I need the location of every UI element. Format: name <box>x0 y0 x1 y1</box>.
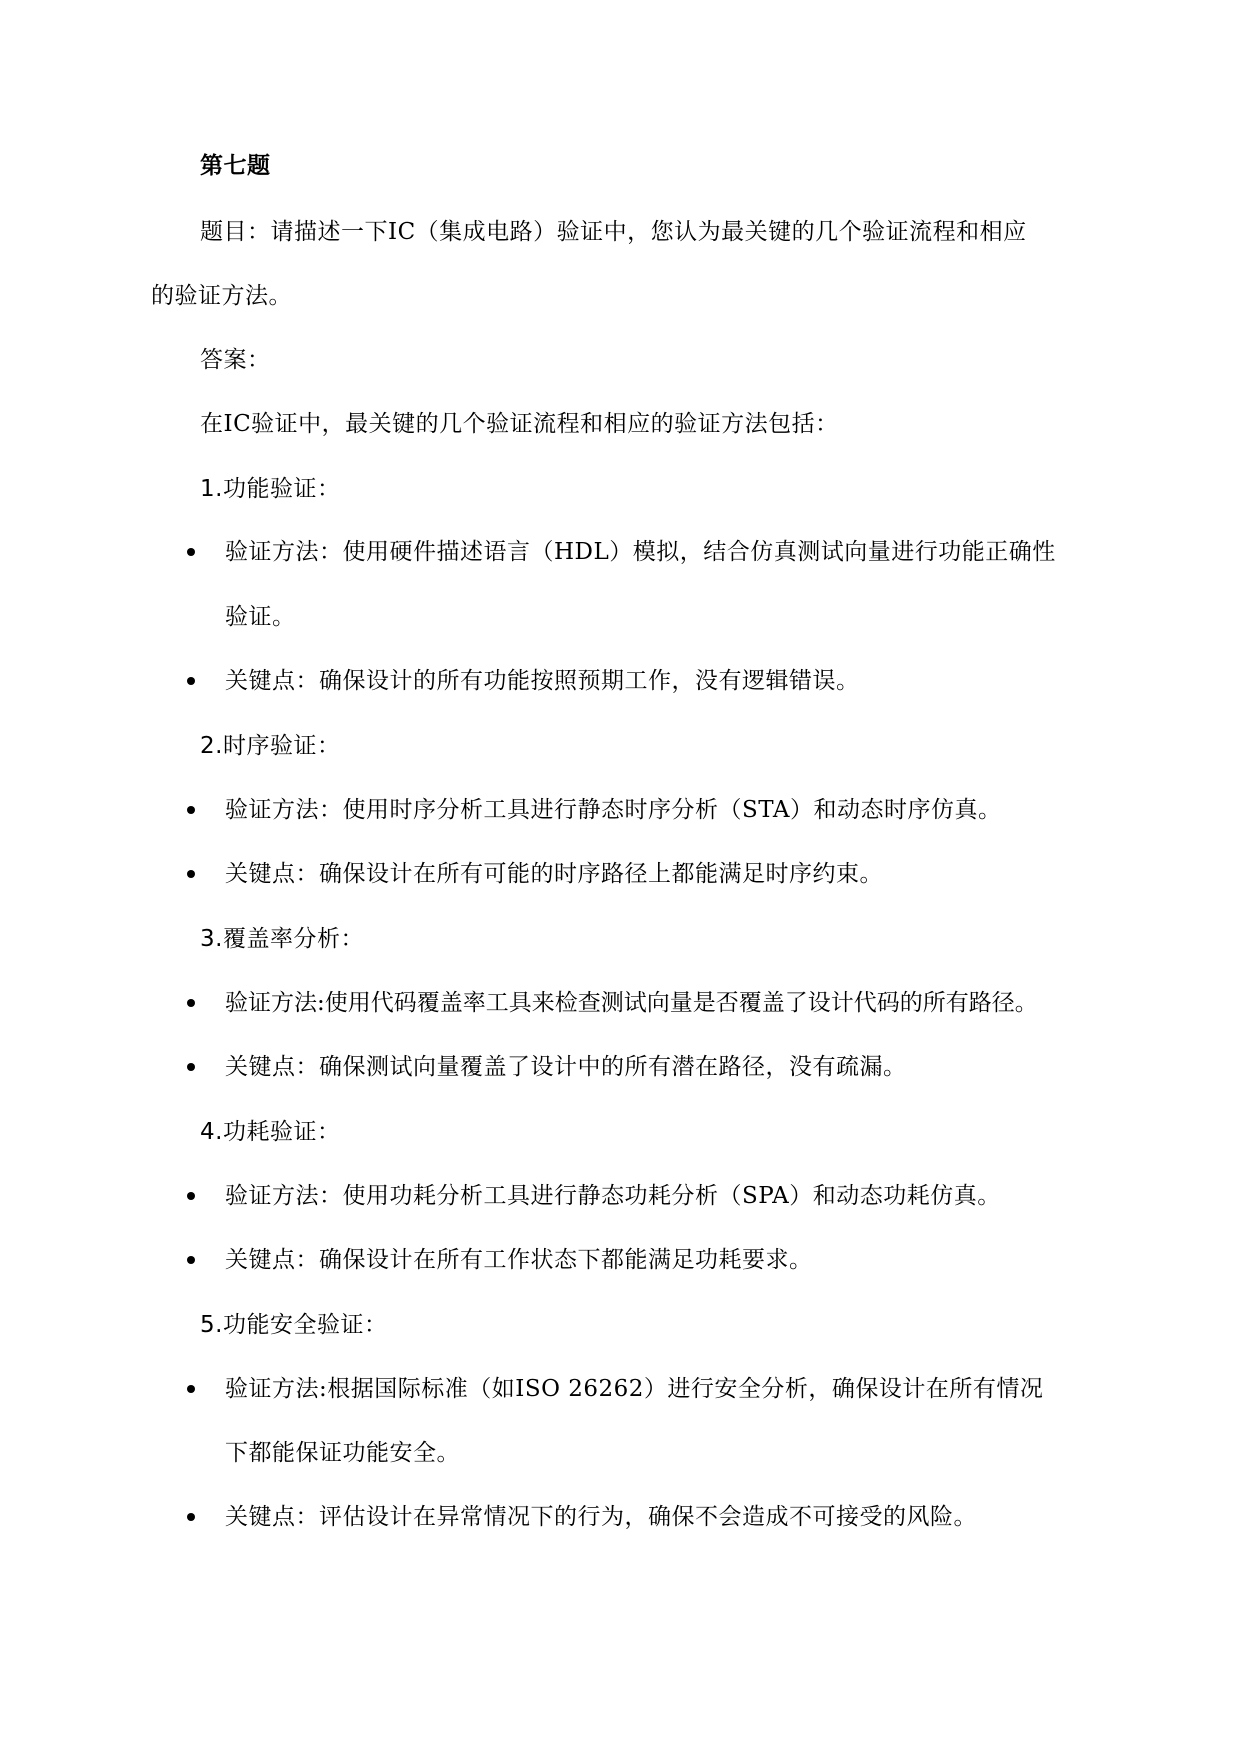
question-text-line1: 题目：请描述一下IC（集成电路）验证中，您认为最关键的几个验证流程和相应 <box>200 219 1027 245</box>
section-title: 功能安全验证： <box>222 1312 388 1338</box>
section-heading-coverage <box>200 924 364 954</box>
bullet-icon <box>187 548 195 556</box>
section-title: 时序验证： <box>222 733 341 759</box>
bullet-icon <box>187 1256 195 1264</box>
safety-method-line2: 下都能保证功能安全。 <box>225 1440 460 1466</box>
section-heading-functional <box>200 474 340 504</box>
bullet-icon <box>187 806 195 814</box>
timing-key-point: 关键点：确保设计在所有可能的时序路径上都能满足时序约束。 <box>225 861 883 887</box>
answer-intro: 在IC验证中，最关键的几个验证流程和相应的验证方法包括： <box>200 411 839 437</box>
bullet-icon <box>187 870 195 878</box>
answer-label: 答案： <box>200 347 271 373</box>
section-heading-safety <box>200 1310 387 1340</box>
power-method: 验证方法：使用功耗分析工具进行静态功耗分析（SPA）和动态功耗仿真。 <box>225 1183 1001 1209</box>
bullet-icon <box>187 1385 195 1393</box>
question-text-line2: 的验证方法。 <box>151 283 292 309</box>
bullet-icon <box>187 1192 195 1200</box>
timing-method: 验证方法：使用时序分析工具进行静态时序分析（STA）和动态时序仿真。 <box>225 797 1002 823</box>
bullet-icon <box>187 1513 195 1521</box>
power-key-point: 关键点：确保设计在所有工作状态下都能满足功耗要求。 <box>225 1247 813 1273</box>
section-number: 4. <box>200 1119 223 1145</box>
bullet-icon <box>187 1063 195 1071</box>
question-heading: 第七题 <box>200 153 271 179</box>
functional-method-line2: 验证。 <box>225 604 296 630</box>
section-number: 3. <box>200 926 223 952</box>
safety-key-point: 关键点：评估设计在异常情况下的行为，确保不会造成不可接受的风险。 <box>225 1504 977 1530</box>
functional-method-line1: 验证方法：使用硬件描述语言（HDL）模拟，结合仿真测试向量进行功能正确性 <box>225 539 1056 565</box>
functional-key-point: 关键点：确保设计的所有功能按照预期工作，没有逻辑错误。 <box>225 668 860 694</box>
section-heading-timing <box>200 731 340 761</box>
section-title: 功耗验证： <box>222 1119 341 1145</box>
section-title: 功能验证： <box>222 476 341 502</box>
bullet-icon <box>187 999 195 1007</box>
safety-method-line1: 验证方法:根据国际标准（如ISO 26262）进行安全分析，确保设计在所有情况 <box>225 1376 1044 1402</box>
section-heading-power <box>200 1117 340 1147</box>
section-number: 2. <box>200 733 223 759</box>
coverage-method: 验证方法:使用代码覆盖率工具来检查测试向量是否覆盖了设计代码的所有路径。 <box>225 990 1038 1016</box>
section-title: 覆盖率分析： <box>222 926 364 952</box>
coverage-key-point: 关键点：确保测试向量覆盖了设计中的所有潜在路径，没有疏漏。 <box>225 1054 907 1080</box>
bullet-icon <box>187 677 195 685</box>
section-number: 5. <box>200 1312 223 1338</box>
section-number: 1. <box>200 476 223 502</box>
